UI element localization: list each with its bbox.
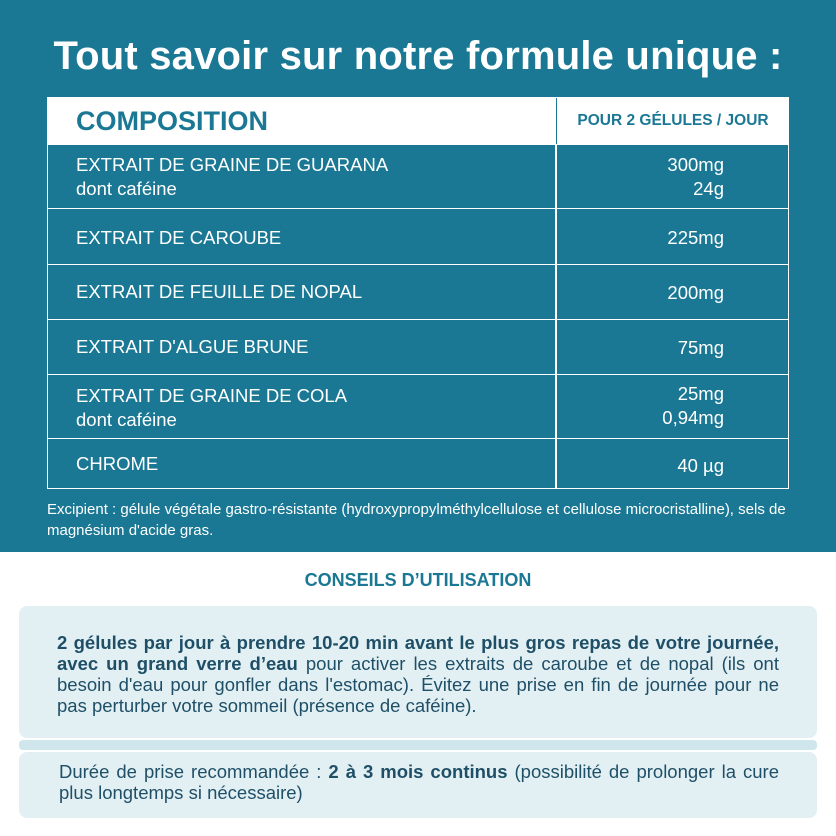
ingredient-value — [667, 153, 724, 201]
usage-instructions — [57, 632, 779, 716]
table-row — [48, 374, 788, 438]
page-title: Tout savoir sur notre formule unique : — [53, 34, 783, 78]
ingredient-name: EXTRAIT D'ALGUE BRUNE — [76, 336, 309, 357]
ingredient-name — [76, 384, 347, 432]
ingredient-name: CHROME — [76, 453, 159, 474]
ingredient-name: EXTRAIT DE CAROUBE — [76, 227, 282, 248]
ingredient-value — [662, 382, 724, 430]
ingredient-value: 40 µg — [677, 455, 724, 476]
duration-bold: 2 à 3 mois continus — [328, 761, 508, 782]
ingredient-sub-amount: 0,94mg — [662, 407, 724, 428]
ingredient-value: 75mg — [677, 337, 724, 358]
ingredient-sub-label: dont caféine — [76, 409, 177, 430]
ingredient-name — [76, 153, 388, 201]
table-row — [48, 208, 788, 264]
header-dosage: POUR 2 GÉLULES / JOUR — [556, 98, 789, 144]
conseils-title: CONSEILS D’UTILISATION — [304, 570, 532, 590]
divider — [19, 740, 817, 750]
header-composition: COMPOSITION — [76, 106, 269, 136]
ingredient-label: EXTRAIT DE GRAINE DE GUARANA — [76, 154, 389, 175]
table-row — [48, 319, 788, 374]
table-header — [48, 98, 788, 144]
composition-table — [47, 97, 789, 489]
ingredient-amount: 25mg — [677, 383, 724, 404]
duration-pre: Durée de prise recommandée : — [59, 761, 329, 782]
duration-instructions — [59, 761, 779, 803]
ingredient-amount: 300mg — [667, 154, 724, 175]
ingredient-sub-amount: 24g — [693, 178, 724, 199]
duration-box — [19, 752, 817, 818]
usage-bold: 2 gélules par jour à prendre 10-20 min avant le plus gros repas de votre journée, avec un grand verre d’eau — [57, 632, 779, 674]
table-row — [48, 144, 788, 208]
table-row — [48, 438, 788, 488]
ingredient-name: EXTRAIT DE FEUILLE DE NOPAL — [76, 281, 363, 302]
usage-rest: pour activer les extraits de caroube et de nopal (ils ont besoin d'eau pour gonfler dans l'estomac). Évitez une prise en fin de journée pour ne pas perturber votre sommeil (présence de caféine). — [57, 653, 779, 716]
excipient-note: Excipient : gélule végétale gastro-résistante (hydroxypropylméthylcellulose et cellulose microcristalline), sels de magnésium d'acide gras. — [47, 501, 786, 539]
ingredient-value: 225mg — [667, 227, 724, 248]
duration-post: (possibilité de prolonger la cure plus longtemps si nécessaire) — [59, 761, 779, 803]
table-row — [48, 264, 788, 319]
ingredient-value: 200mg — [667, 282, 724, 303]
ingredient-label: EXTRAIT DE GRAINE DE COLA — [76, 385, 348, 406]
usage-instructions-box — [19, 606, 817, 738]
ingredient-sub-label: dont caféine — [76, 178, 177, 199]
